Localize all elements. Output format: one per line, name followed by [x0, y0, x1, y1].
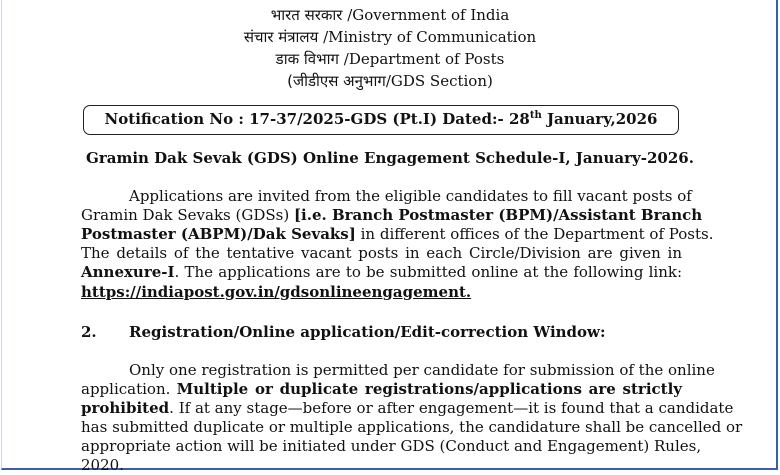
header-line-government [0, 5, 780, 25]
para2-line1: Only one registration is permitted per candidate for submission of the online [129, 361, 715, 379]
document-title: Gramin Dak Sevak (GDS) Online Engagement Schedule-I, January-2026. [86, 149, 694, 167]
header-hindi-section: (जीडीएस अनुभाग [287, 72, 386, 90]
para2-prohibited-bold: prohibited [81, 399, 170, 417]
para1-line4: The details of the tentative vacant posts in each Circle/Division are given in [81, 244, 682, 262]
header-line-department [0, 49, 780, 69]
header-hindi-ministry: संचार मंत्रालय [243, 28, 319, 46]
header-english-section: /GDS Section) [385, 72, 493, 90]
para2-line3-text: . If at any stage—before or after engagement—it is found that a candidate [169, 399, 734, 417]
engagement-link[interactable]: https://indiapost.gov.in/gdsonlineengagement. [81, 283, 472, 301]
para1-post-types-cont: Postmaster (ABPM)/Dak Sevaks] [81, 225, 356, 243]
para2-line5: appropriate action will be initiated under GDS (Conduct and Engagement) Rules, [81, 437, 702, 455]
header-line-section [0, 71, 780, 91]
notification-box [83, 105, 679, 135]
header-hindi-government: भारत सरकार [270, 6, 343, 24]
notification-number: Notification No : 17-37/2025-GDS (Pt.I) Dated:- 28 [104, 110, 530, 128]
notification-date: January,2026 [541, 110, 658, 128]
para2-line2 [81, 380, 682, 399]
para2-line6: 2020. [81, 456, 124, 474]
para1-line5 [81, 263, 682, 282]
annexure-label: Annexure-I [81, 263, 175, 281]
para1-line3 [81, 225, 714, 244]
header-english-ministry: /Ministry of Communication [323, 28, 537, 46]
para2-line2-text: application. [81, 380, 177, 398]
section2-number: 2. [81, 323, 97, 341]
para2-line3 [81, 399, 734, 418]
para1-line2-text: Gramin Dak Sevaks (GDSs) [81, 206, 294, 224]
para1-line1: Applications are invited from the eligible candidates to fill vacant posts of [129, 187, 692, 205]
header-line-ministry [0, 27, 780, 47]
para1-line3-text: in different offices of the Department of Posts. [355, 225, 714, 243]
para1-post-types: [i.e. Branch Postmaster (BPM)/Assistant Branch [293, 206, 703, 224]
para2-prohibition-bold: Multiple or duplicate registrations/applications are strictly [176, 380, 683, 398]
header-english-government: /Government of India [347, 6, 510, 24]
header-hindi-department: डाक विभाग [275, 50, 339, 68]
header-english-department: /Department of Posts [343, 50, 505, 68]
para2-line4: has submitted duplicate or multiple applications, the candidature shall be cancelled or [81, 418, 743, 436]
para1-line2 [81, 206, 703, 225]
notification-date-suffix: th [529, 110, 542, 121]
para1-line6 [81, 283, 682, 302]
para1-line5-text: . The applications are to be submitted online at the following link: [174, 263, 682, 281]
section2-heading: Registration/Online application/Edit-correction Window: [129, 323, 606, 341]
